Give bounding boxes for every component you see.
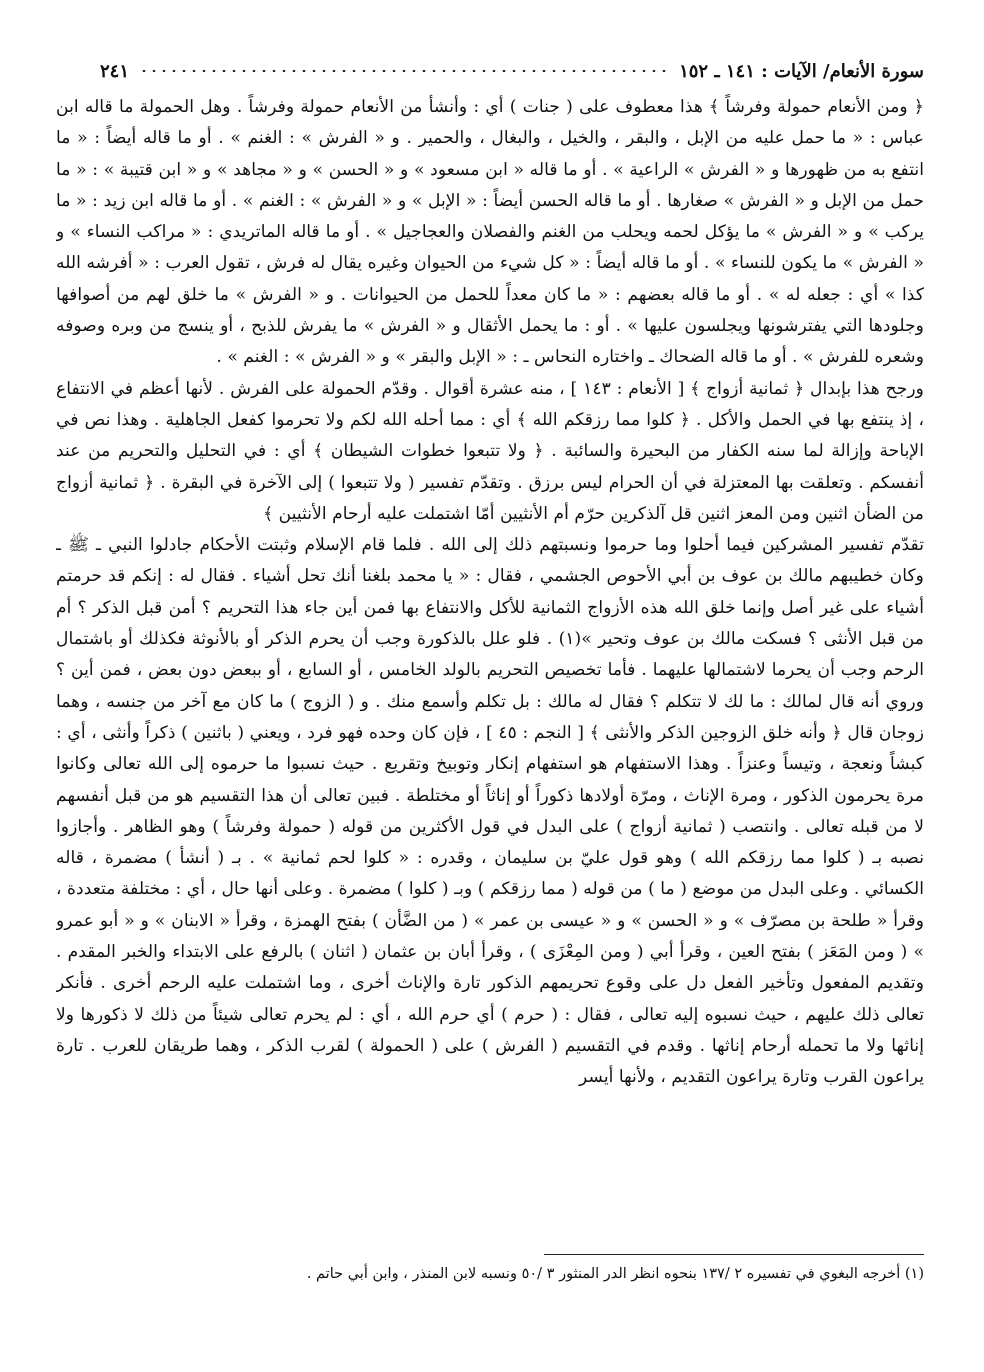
paragraph-2: ورجح هذا بإبدال ﴿ ثمانية أزواج ﴾ [ الأنعام : ١٤٣ ] ، منه عشرة أقوال . وقدّم الحمولة على الفرش . لأنها أعظم في الانتفاع ، إذ ينتفع بها في الحمل والأكل . ﴿ كلوا مما رزقكم الله ﴾ أي : مما أحله الله لكم ولا تحرموا كفعل الجاهلية . وهذا نص في الإباحة وإزالة لما سنه الكفار من البحيرة والسائبة . ﴿ ولا تتبعوا خطوات الشيطان ﴾ أي : في التحليل والتحريم من عند أنفسكم . وتعلقت بها المعتزلة في أن الحرام ليس برزق . وتقدّم تفسير ( ولا تتبعوا ) إلى الآخرة في البقرة . ﴿ ثمانية أزواج من الضأن اثنين ومن المعز اثنين قل آلذكرين حرّم أم الأنثيين أمّا اشتملت عليه أرحام الأنثيين ﴾ (56, 378, 924, 524)
surah-title: سورة الأنعام/ الآيات : ١٤١ ـ ١٥٢ (679, 60, 924, 82)
page-number: ٢٤١ (100, 60, 130, 82)
main-text (56, 92, 924, 1232)
running-header (100, 56, 924, 86)
footnote: (١) أخرجه البغوي في تفسيره ٢ /١٣٧ بنحوه انظر الدر المنثور ٣ /٥٠ ونسبه لابن المنذر ، وابن أبي حاتم . (306, 1266, 924, 1282)
paragraph-1: ﴿ ومن الأنعام حمولة وفرشاً ﴾ هذا معطوف على ( جنات ) أي : وأنشأ من الأنعام حمولة وفرشاً . وهل الحمولة ما قاله ابن عباس : « ما حمل عليه من الإبل ، والبقر ، والخيل ، والبغال ، والحمير . و « الفرش » : الغنم » . أو ما قاله أيضاً : « ما انتفع به من ظهورها و « الفرش » الراعية » . أو ما قاله « ابن مسعود » و « الحسن » و « مجاهد » و « ابن قتيبة » : « ما حمل من الإبل و « الفرش » صغارها . أو ما قاله الحسن أيضاً : « الإبل » و « الفرش » : الغنم » . أو ما قاله ابن زيد : « ما يركب » و « الفرش » ما يؤكل لحمه ويحلب من الغنم والفصلان والعجاجيل » . أو ما قاله الماتريدي : « مراكب النساء » و « الفرش » ما يكون للنساء » . أو ما قاله أيضاً : « كل شيء من الحيوان وغيره يقال له فرش ، تقول العرب : « أفرشه الله كذا » أي : جعله له » . أو ما قاله بعضهم : « ما كان معداً للحمل من الحيوانات . و « الفرش » ما خلق لهم من أصوافها وجلودها التي يفترشونها ويجلسون عليها » . أو : ما يحمل الأثقال و « الفرش » ما يفرش للذبح ، أو ينسج من وبره وصوفه وشعره للفرش » . أو ما قاله الضحاك ـ واختاره النحاس ـ : « الإبل والبقر » و « الفرش » : الغنم » . (56, 97, 924, 368)
paragraph-3: تقدّم تفسير المشركين فيما أحلوا وما حرموا ونسبتهم ذلك إلى الله . فلما قام الإسلام وثبتت الأحكام جادلوا النبي ـ ﷺ ـ وكان خطيبهم مالك بن عوف بن أبي الأحوص الجشمي ، فقال : « يا محمد بلغنا أنك تحل أشياء . فقال له : إنكم قد حرمتم أشياء على غير أصل وإنما خلق الله هذه الأزواج الثمانية للأكل والانتفاع بها فمن أين جاء هذا التحريم ؟ أمن قبل الذكر ؟ أم من قبل الأنثى ؟ فسكت مالك بن عوف وتحير »(١) . فلو علل بالذكورة وجب أن يحرم الذكر أو بالأنوثة فكذلك أو باشتمال الرحم وجب أن يحرما لاشتمالها عليهما . فأما تخصيص التحريم بالولد الخامس ، أو السابع ، أو ببعض دون بعض ، فمن أين ؟ وروي أنه قال لمالك : ما لك لا تتكلم ؟ فقال له مالك : بل تكلم وأسمع منك . و ( الزوج ) ما كان مع آخر من جنسه ، وهما زوجان قال ﴿ وأنه خلق الزوجين الذكر والأنثى ﴾ [ النجم : ٤٥ ] ، فإن كان وحده فهو فرد ، ويعني ( باثنين ) ذكراً وأنثى ، أي : كبشاً ونعجة ، وتيساً وعنزاً . وهذا الاستفهام هو استفهام إنكار وتوبيخ وتقريع . حيث نسبوا ما حرموه إلى الله تعالى وكانوا مرة يحرمون الذكور ، ومرة الإناث ، ومرّة أولادها ذكوراً أو إناثاً أو مختلطة . فبين تعالى أن هذا التقسيم هو من قبل أنفسهم لا من قبله تعالى . وانتصب ( ثمانية أزواج ) على البدل في قول الأكثرين من قوله ( حمولة وفرشاً ) وهو الظاهر . وأجازوا نصبه بـ ( كلوا مما رزقكم الله ) وهو قول عليّ بن سليمان ، وقدره : « كلوا لحم ثمانية » . بـ ( أنشأ ) مضمرة ، قاله الكسائي . وعلى البدل من موضع ( ما ) من قوله ( مما رزقكم ) وبـ ( كلوا ) مضمرة . وعلى أنها حال ، أي : مختلفة متعددة ، وقرأ « طلحة بن مصرّف » و « الحسن » و « عيسى بن عمر » ( من الضَّأن ) بفتح الهمزة ، وقرأ « الابنان » و « أبو عمرو » ( ومن المَعَز ) بفتح العين ، وقرأ أبي ( ومن المِعْزَى ) ، وقرأ أبان بن عثمان ( اثنان ) بالرفع على الابتداء والخبر المقدم . وتقديم المفعول وتأخير الفعل دل على وقوع تحريمهم الذكور تارة والإناث أخرى ، وما اشتملت عليه الرحم أخرى . فأنكر تعالى ذلك عليهم ، حيث نسبوه إليه تعالى ، فقال : ( حرم ) أي حرم الله ، أي : لم يحرم تعالى شيئاً من ذلك لا ذكورها ولا إناثها ولا ما تحمله أرحام إناثها . وقدم في التقسيم ( الفرش ) على ( الحمولة ) لقرب الذكر ، وهما طريقان للعرب . تارة يراعون القرب وتارة يراعون التقديم ، ولأنها أيسر (56, 535, 924, 1088)
leader-dots (139, 70, 669, 72)
footnote-divider (544, 1254, 924, 1255)
